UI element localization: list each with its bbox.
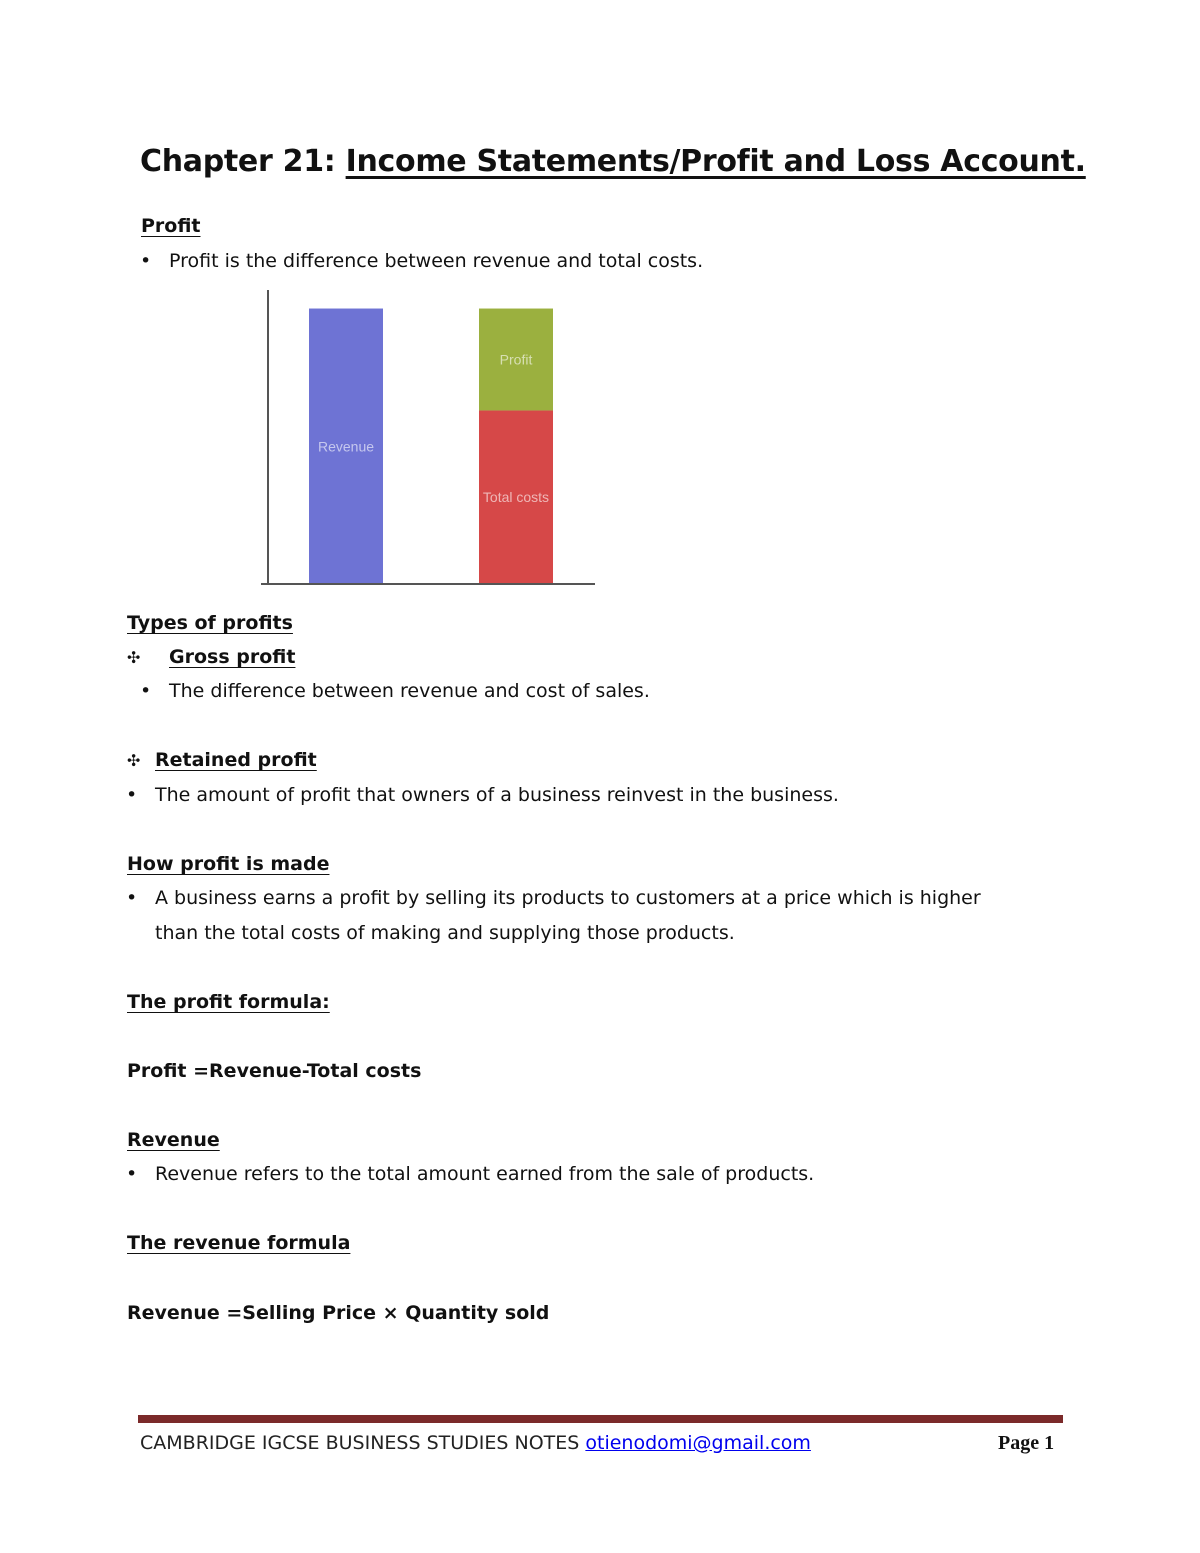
diamond-bullet-icon: ✣	[127, 648, 141, 667]
revenue-formula-heading: The revenue formula	[127, 1232, 351, 1254]
footer-label: CAMBRIDGE IGCSE BUSINESS STUDIES NOTES	[140, 1432, 586, 1454]
how-profit-line-1: • A business earns a profit by selling its products to customers at a price which is higher	[155, 887, 981, 909]
profit-formula-heading: The profit formula:	[127, 991, 330, 1013]
types-heading: Types of profits	[127, 612, 293, 634]
how-profit-line-2: than the total costs of making and supplying those products.	[155, 922, 735, 944]
how-profit-heading: How profit is made	[127, 853, 330, 875]
gross-profit-definition: • The difference between revenue and cost of sales.	[169, 680, 650, 702]
chapter-title	[140, 144, 1086, 179]
diamond-bullet-icon: ✣	[127, 751, 141, 770]
gross-profit-heading: Gross profit	[169, 646, 296, 668]
footer-email-link[interactable]: otienodomi@gmail.com	[585, 1432, 811, 1454]
profit-heading: Profit	[141, 215, 201, 237]
footer-text	[140, 1432, 811, 1454]
bar-label-revenue: Revenue	[317, 438, 375, 455]
profit-formula: Profit =Revenue-Total costs	[127, 1060, 422, 1082]
page-number: Page 1	[998, 1432, 1055, 1454]
revenue-definition: • Revenue refers to the total amount earned from the sale of products.	[155, 1163, 814, 1185]
chapter-heading: Income Statements/Profit and Loss Account.	[345, 144, 1086, 179]
bar-label-total-costs: Total costs	[482, 489, 550, 506]
footer-rule	[138, 1415, 1063, 1423]
chapter-prefix: Chapter 21:	[140, 144, 346, 179]
retained-profit-definition: • The amount of profit that owners of a business reinvest in the business.	[155, 784, 839, 806]
revenue-formula: Revenue =Selling Price × Quantity sold	[127, 1302, 550, 1324]
profit-revenue-chart	[255, 288, 605, 590]
bar-label-profit: Profit	[499, 351, 533, 368]
profit-definition: • Profit is the difference between revenue and total costs.	[169, 250, 703, 272]
retained-profit-heading: Retained profit	[155, 749, 317, 771]
revenue-heading: Revenue	[127, 1129, 220, 1151]
